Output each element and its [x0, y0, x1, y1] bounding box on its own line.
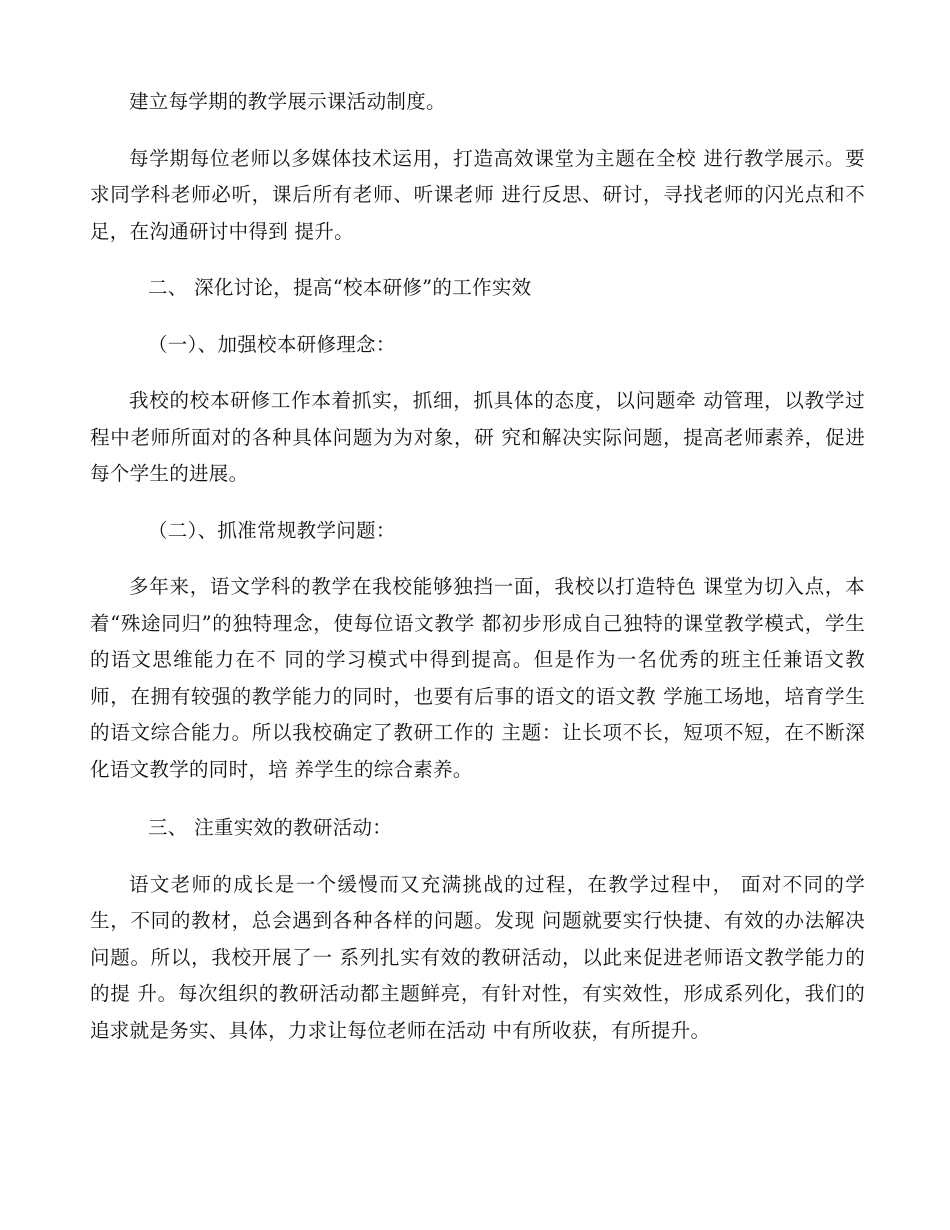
paragraph-1: 建立每学期的教学展示课活动制度。 — [129, 90, 446, 113]
paragraph-2: 每学期每位老师以多媒体技术运用，打造高效课堂为主题在全校 进行教学展示。要求同学科老师必听，课后所有老师、听课老师 进行反思、研讨，寻找老师的闪光点和不足，在沟通研讨中得到 提升。 — [90, 146, 865, 243]
subsection-heading-2: （二）、抓准常规教学问题： — [148, 518, 396, 542]
paragraph-3: 我校的校本研修工作本着抓实，抓细，抓具体的态度，以问题牵 动管理，以教学过程中老师所面对的各种具体问题为为对象，研 究和解决实际问题，提高老师素养，促进每个学生的进展。 — [90, 389, 865, 485]
document-page — [90, 84, 865, 1049]
subsection-heading-1: （一）、加强校本研修理念： — [148, 332, 396, 356]
paragraph-5: 语文老师的成长是一个缓慢而又充满挑战的过程，在教学过程中， 面对不同的学生，不同的教材，总会遇到各种各样的问题。发现 问题就要实行快捷、有效的办法解决问题。所以，我校开展了一 系列扎实有效的教研活动，以此来促进老师语文教学能力的的提 升。每次组织的教研活动都主题鲜亮，有针对性，有实效性，形成系列化，我们的追求就是务实、具体，力求让每位老师在活动 中有所收获，有所提升。 — [90, 872, 865, 1042]
section-heading-2: 二、 深化讨论，提高“校本研修”的工作实效 — [148, 276, 532, 299]
paragraph-4: 多年来，语文学科的教学在我校能够独挡一面，我校以打造特色 课堂为切入点，本着“殊途同归”的独特理念，使每位语文教学 都初步形成自己独特的课堂教学模式，学生的语文思维能力在不 同的学习模式中得到提高。但是作为一名优秀的班主任兼语文教 师，在拥有较强的教学能力的同时，也要有后事的语文的语文教 学施工场地，培育学生的语文综合能力。所以我校确定了教研工作的 主题：让长项不长，短项不短，在不断深化语文教学的同时，培 养学生的综合素养。 — [90, 575, 865, 781]
section-heading-3: 三、 注重实效的教研活动： — [148, 816, 393, 839]
